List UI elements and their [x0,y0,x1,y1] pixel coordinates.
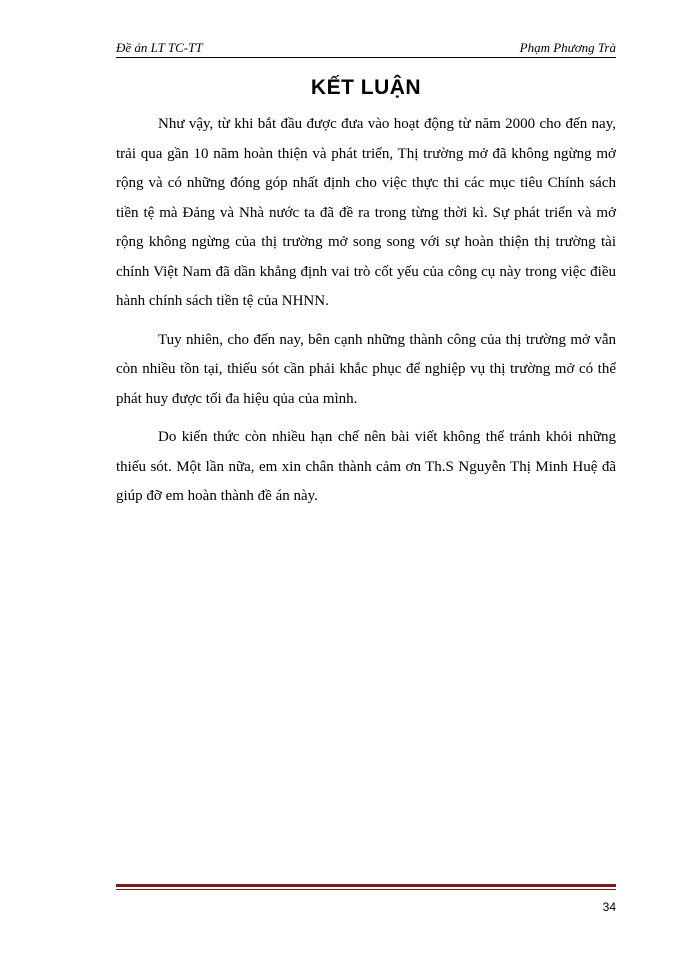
paragraph-2: Tuy nhiên, cho đến nay, bên cạnh những thành công của thị trường mở vẫn còn nhiều tồn tại, thiếu sót cần phải khắc phục để nghiệp vụ thị trường mở có thể phát huy được tối đa hiệu qủa của mình. [116,331,616,407]
header-divider [116,57,616,58]
paragraph-3: Do kiến thức còn nhiều hạn chế nên bài viết không thể tránh khỏi những thiếu sót. Một lần nữa, em xin chân thành cảm ơn Th.S Nguyễn Thị Minh Huệ đã giúp đỡ em hoàn thành đề án này. [116,429,616,504]
paragraph-1: Như vậy, từ khi bắt đầu được đưa vào hoạt động từ năm 2000 cho đến nay, trải qua gần 10 năm hoàn thiện và phát triển, Thị trường mở đã không ngừng mở rộng và có những đóng góp nhất định cho việc thực thi các mục tiêu Chính sách tiền tệ mà Đảng và Nhà nước ta đã đề ra trong từng thời kì. Sự phát triển và mở rộng không ngừng của thị trường mở song song với sự hoàn thiện thị trường tài chính Việt Nam đã dần khẳng định vai trò cốt yếu của công cụ này trong việc điều hành chính sách tiền tệ của NHNN. [116,116,616,309]
document-body [116,110,616,521]
page-number: 34 [602,900,616,914]
footer-divider-thin [116,889,616,890]
header-author-name: Phạm Phương Trà [519,40,616,55]
header-document-title: Đề án LT TC-TT [116,40,203,55]
footer-divider-thick [116,884,616,887]
page-title: KẾT LUẬN [310,76,422,99]
